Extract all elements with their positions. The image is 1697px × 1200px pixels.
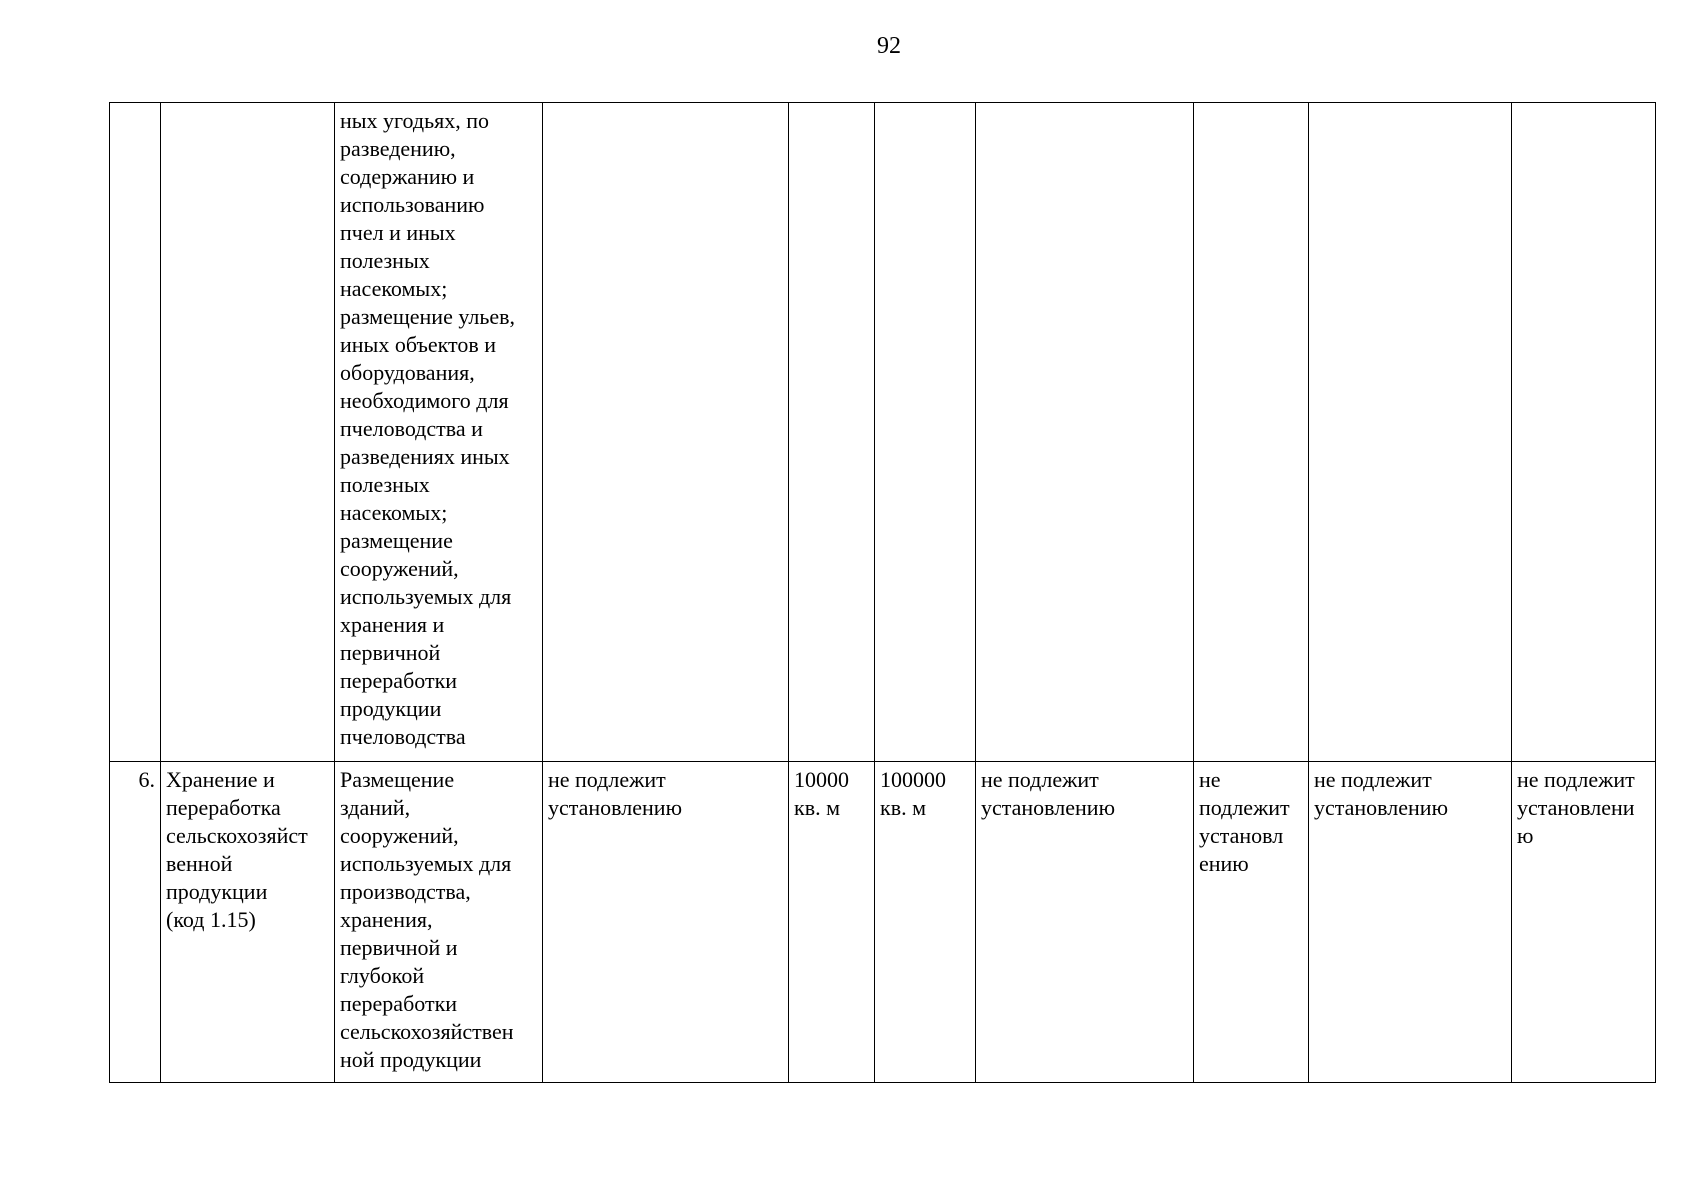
page-number: 92: [877, 33, 901, 59]
table-row-6: [110, 762, 1656, 1083]
cell-col10: не подлежит установлени ю: [1512, 762, 1656, 1083]
table-row-continued: [110, 103, 1656, 762]
cell-empty: [789, 103, 875, 762]
cell-col7: не подлежит установлению: [976, 762, 1194, 1083]
cell-empty: [976, 103, 1194, 762]
cell-use-type: Хранение и переработка сельскохозяйст венной продукции (код 1.15): [161, 762, 335, 1083]
cell-col8: не подлежит установл ению: [1194, 762, 1309, 1083]
cell-col9: не подлежит установлению: [1309, 762, 1512, 1083]
cell-empty: [1194, 103, 1309, 762]
cell-row-number: 6.: [110, 762, 161, 1083]
cell-description: Размещение зданий, сооружений, используемых для производства, хранения, первичной и глубокой переработки сельскохозяйствен ной продукции: [335, 762, 543, 1083]
cell-use-type: [161, 103, 335, 762]
cell-col4: не подлежит установлению: [543, 762, 789, 1083]
cell-empty: [875, 103, 976, 762]
cell-min-area: 10000 кв. м: [789, 762, 875, 1083]
cell-number: [110, 103, 161, 762]
cell-max-area: 100000 кв. м: [875, 762, 976, 1083]
zoning-regulations-table: [109, 102, 1656, 1083]
cell-permitted-use-description: ных угодьях, по разведению, содержанию и использованию пчел и иных полезных насекомых; размещение ульев, иных объектов и оборудования, необходимого для пчеловодства и разведениях иных полезных насекомых; размещение сооружений, используемых для хранения и первичной переработки продукции пчеловодства: [335, 103, 543, 762]
cell-empty: [1309, 103, 1512, 762]
cell-empty: [1512, 103, 1656, 762]
cell-empty: [543, 103, 789, 762]
